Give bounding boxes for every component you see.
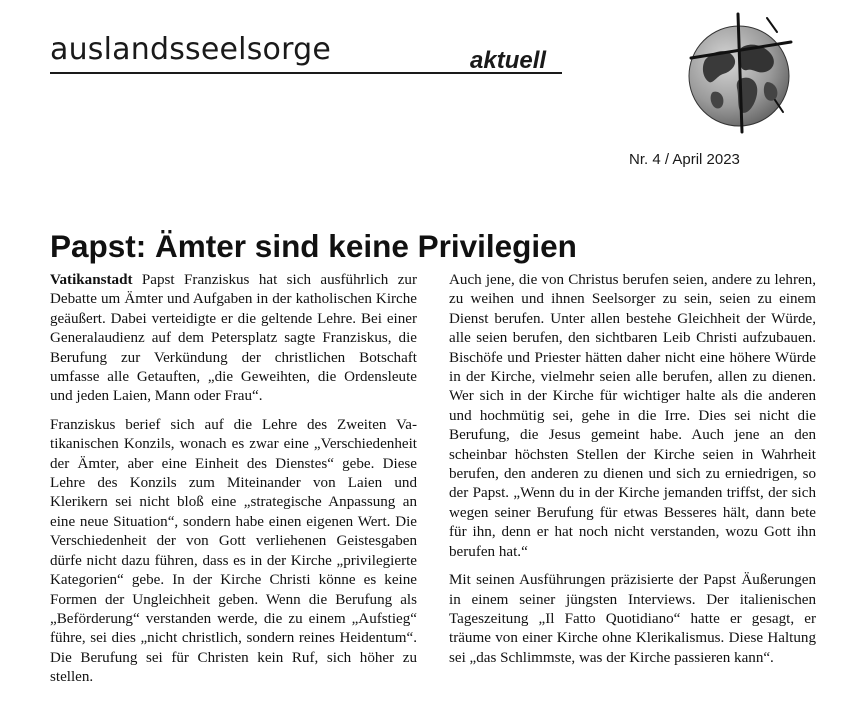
issue-number: Nr. 4 / April 2023 [629, 151, 740, 168]
publication-title: auslandsseelsorge [50, 32, 332, 67]
section-tag: aktuell [470, 47, 547, 74]
paragraph-1-text: Papst Franziskus hat sich ausführlich zur Debatte um Ämter und Aufgaben in der katholischen Kirche geäußert. Dabei verteidigte er die geltende Lehre. Bei einer Generalaudienz auf dem Petersplatz sagte Franziskus, die Berufung zur Verkündung der christlichen Botschaft umfasse alle Getauften, „die Geweihten, die Ordensleute und jeden Laien, Mann oder Frau“. [50, 272, 417, 405]
dateline: Vatikanstadt [50, 272, 133, 288]
article-paragraph-2: Franziskus berief sich auf die Lehre des Zweiten Vatikanischen Konzils, wonach es zwar eine „Verschiedenheit der Ämter, aber eine Einheit des Dienstes“ gebe. Diese Lehre des Konzils zum Miteinander von Laien und Klerikern sei nicht bloß eine „strategische Anpassung an eine neue Situation“, sondern habe einen eigenen Wert. Die Verschiedenheit der von Gott verliehenen Geistesgaben dürfe nicht dazu führen, dass es in der Kirche „privilegierte Kategorien“ gebe. In der Kirche Christi könne es keine Formen der Ungleichheit geben. Wenn die Berufung als „Beförderung“ verstanden werde, die zu einem „Aufstieg“ führe, sei dies „nicht christlich, sondern reines Heidentum“. Die Berufung sei für Christen kein Ruf, sich höher zu stellen. [50, 416, 417, 686]
globe-cross-icon [683, 12, 795, 134]
article-paragraph-1 [50, 271, 417, 407]
article-paragraph-4: Mit seinen Ausführungen präzisierte der Papst Äußerungen in einem seiner jüngsten Interviews. Der italienischen Tageszeitung „Il Fatto Quotidiano“ hatte er gesagt, er träume von einer Kirche ohne Klerikalismus. Diese Haltung sei „das Schlimmste, was der Kirche passieren kann“. [449, 572, 816, 666]
article-column-left [50, 271, 417, 697]
article-column-right [449, 271, 816, 677]
article-paragraph-3: Auch jene, die von Christus berufen seien, andere zu lehren, zu weihen und ihnen Seelsorger zu sein, seien zu einem Dienst berufen. Unter allen bestehe Gleichheit der Würde, alle seien berufen, den sichtbaren Leib Christi aufzubauen. Bischöfe und Priester hätten daher nicht eine höhere Würde in der Kirche, vielmehr seien alle berufen, allen zu dienen. Wer sich in der Kirche für wichtiger halte als die anderen und hochmütig sei, gehe in die Irre. Dies sei nicht die Berufung, die Jesus gemeint habe. Auch jene an den scheinbar höchsten Stellen der Kirche seien in Wahrheit berufen, den anderen zu dienen und sich zu erniedrigen, so der Papst. „Wenn du in der Kirche jemanden triffst, der sich wegen seiner Berufung für etwas Besseres hält, dann bete für ihn, denn er hat noch nicht verstanden, wozu Gott ihn berufen hat.“ [449, 272, 816, 560]
article-headline: Papst: Ämter sind keine Privilegien [50, 228, 577, 264]
